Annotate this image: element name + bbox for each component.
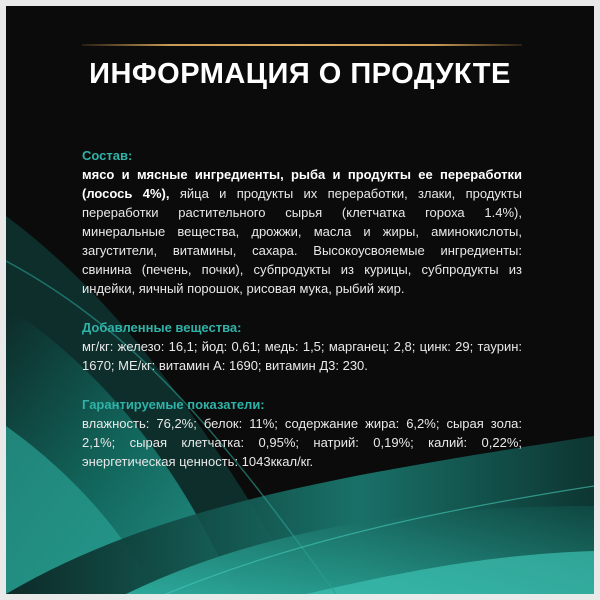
gold-divider [82,44,522,46]
info-content [82,146,522,491]
additives-text: мг/кг: железо: 16,1; йод: 0,61; медь: 1,5; марганец: 2,8; цинк: 29; таурин: 1670; МЕ/кг: витамин А: 1690; витамин Д3: 230. [82,339,522,373]
composition-section [82,146,522,298]
guaranteed-heading: Гарантируемые показатели: [82,397,265,412]
additives-heading: Добавленные вещества: [82,320,242,335]
guaranteed-text: влажность: 76,2%; белок: 11%; содержание жира: 6,2%; сырая зола: 2,1%; сырая клетчатка: 0,95%; натрий: 0,19%; калий: 0,22%; энергетическая ценность: 1043ккал/кг. [82,416,522,469]
guaranteed-section [82,395,522,471]
composition-text [82,165,522,298]
page-title: ИНФОРМАЦИЯ О ПРОДУКТЕ [89,58,511,90]
composition-heading: Состав: [82,148,133,163]
composition-rest-text: яйца и продукты их переработки, злаки, продукты переработки растительного сырья (клетчатка гороха 1.4%), минеральные вещества, дрожжи, масла и жиры, аминокислоты, загустители, витамины, сахара. Высокоусвояемые ингредиенты: свинина (печень, почки), субпродукты из курицы, субпродукты из индейки, яичный порошок, рисовая мука, рыбий жир. [82,186,523,296]
additives-section [82,318,522,375]
composition-bold-text: мясо и мясные ингредиенты, рыба и продукты ее переработки (лосось 4%), [82,167,522,201]
product-info-panel [6,6,594,594]
